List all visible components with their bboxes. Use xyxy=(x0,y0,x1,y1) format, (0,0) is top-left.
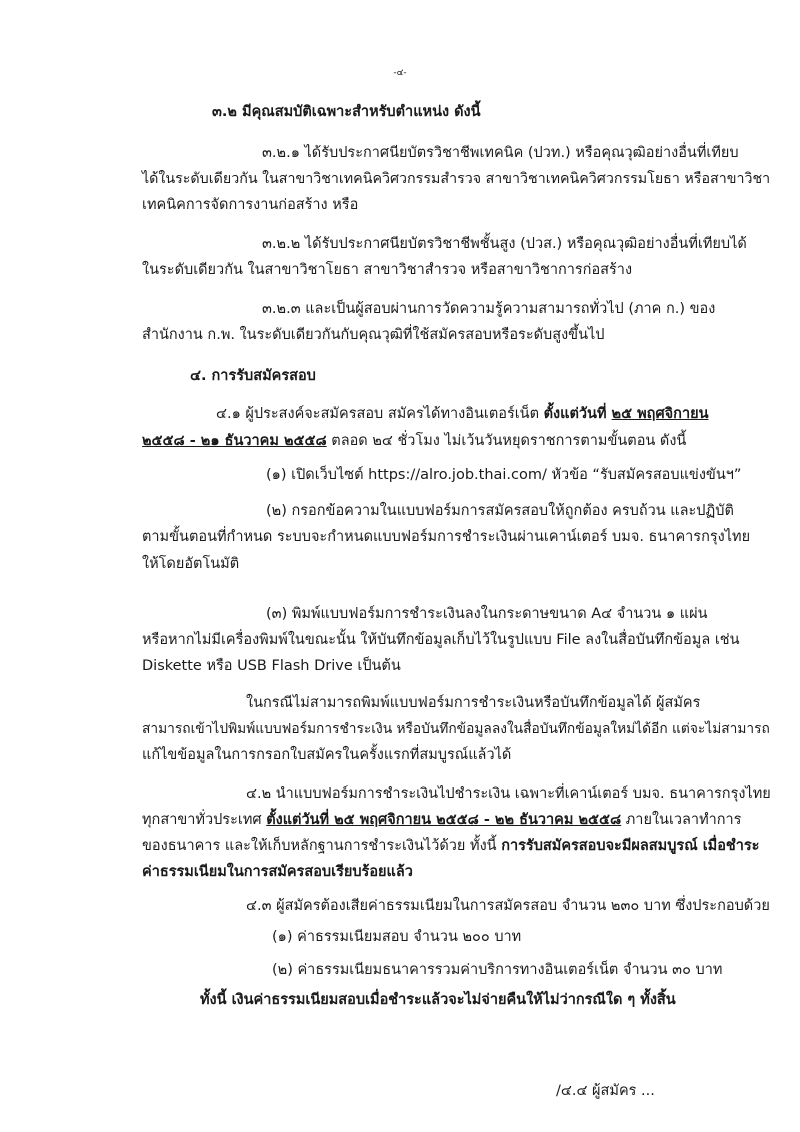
clause-3-2-2-line-1: ๓.๒.๒ ได้รับประกาศนียบัตรวิชาชีพชั้นสูง (ปวส.) หรือคุณวุฒิอย่างอื่นที่เทียบได้ xyxy=(262,236,747,252)
note-line-1: ในกรณีไม่สามารถพิมพ์แบบฟอร์มการชำระเงินหรือบันทึกข้อมูลได้ ผู้สมัคร xyxy=(246,695,701,711)
clause-4-1-line-1 xyxy=(216,403,709,425)
fee-item-1: (๑) ค่าธรรมเนียมสอบ จำนวน ๒๐๐ บาท xyxy=(272,929,522,945)
clause-3-2-1-line-3: เทคนิคการจัดการงานก่อสร้าง หรือ xyxy=(142,197,359,213)
clause-4-3-line-1: ๔.๓ ผู้สมัครต้องเสียค่าธรรมเนียมในการสมัครสอบ จำนวน ๒๓๐ บาท ซึ่งประกอบด้วย xyxy=(246,898,770,914)
note-line-3: แก้ไขข้อมูลในการกรอกใบสมัครในครั้งแรกที่สมบูรณ์แล้วได้ xyxy=(142,747,512,763)
refund-note: ทั้งนี้ เงินค่าธรรมเนียมสอบเมื่อชำระแล้วจะไม่จ่ายคืนให้ไม่ว่ากรณีใด ๆ ทั้งสิ้น xyxy=(200,992,676,1008)
clause-3-2-1-line-2: ได้ในระดับเดียวกัน ในสาขาวิชาเทคนิควิศวกรรมสำรวจ สาขาวิชาเทคนิควิศวกรรมโยธา หรือสาขาวิชา xyxy=(142,171,771,187)
section-4-heading: ๔. การรับสมัครสอบ xyxy=(190,368,316,384)
clause-4-2-hours: ภายในเวลาทำการ xyxy=(621,812,742,828)
clause-3-2-3-line-1: ๓.๒.๓ และเป็นผู้สอบผ่านการวัดความรู้ความสามารถทั่วไป (ภาค ก.) ของ xyxy=(262,301,716,317)
clause-4-2-line-4: ค่าธรรมเนียมในการสมัครสอบเรียบร้อยแล้ว xyxy=(142,864,413,880)
page-number: -๔- xyxy=(393,68,407,78)
clause-4-2-line-2 xyxy=(142,809,741,831)
step-2-line-2: ตามขั้นตอนที่กำหนด ระบบจะกำหนดแบบฟอร์มการชำระเงินผ่านเคาน์เตอร์ บมจ. ธนาคารกรุงไทย xyxy=(142,529,751,545)
note-line-2: สามารถเข้าไปพิมพ์แบบฟอร์มการชำระเงิน หรือบันทึกข้อมูลลงในสื่อบันทึกข้อมูลใหม่ได้อีก แต่จะไม่สามารถ xyxy=(142,721,770,737)
clause-4-2-payment-dates: ตั้งแต่วันที่ ๒๕ พฤศจิกายน ๒๕๕๘ - ๒๒ ธันวาคม ๒๕๕๘ xyxy=(266,812,622,828)
continuation-marker: /๔.๔ ผู้สมัคร ... xyxy=(556,1083,655,1099)
clause-4-2-receipt: ของธนาคาร และให้เก็บหลักฐานการชำระเงินไว้ด้วย ทั้งนี้ xyxy=(142,838,502,854)
clause-4-1-line-2 xyxy=(142,430,686,452)
clause-4-2-line-3 xyxy=(142,835,759,857)
clause-4-1-tail: ตลอด ๒๔ ชั่วโมง ไม่เว้นวันหยุดราชการตามขั้นตอน ดังนี้ xyxy=(326,433,687,449)
clause-4-2-branches: ทุกสาขาทั่วประเทศ xyxy=(142,812,267,828)
step-3-line-1: (๓) พิมพ์แบบฟอร์มการชำระเงินลงในกระดาษขนาด A๔ จำนวน ๑ แผ่น xyxy=(266,606,708,622)
clause-3-2-1-line-1: ๓.๒.๑ ได้รับประกาศนียบัตรวิชาชีพเทคนิค (ปวท.) หรือคุณวุฒิอย่างอื่นที่เทียบ xyxy=(262,145,739,161)
clause-4-1-from: ตั้งแต่วันที่ xyxy=(543,406,612,422)
step-1: (๑) เปิดเว็บไซต์ https://alro.job.thai.com/ หัวข้อ “รับสมัครสอบแข่งขันฯ” xyxy=(266,467,742,483)
step-2-line-1: (๒) กรอกข้อความในแบบฟอร์มการสมัครสอบให้ถูกต้อง ครบถ้วน และปฏิบัติ xyxy=(266,503,734,519)
clause-4-1-start-date: ๒๕ พฤศจิกายน xyxy=(611,406,709,422)
fee-item-2: (๒) ค่าธรรมเนียมธนาคารรวมค่าบริการทางอินเตอร์เน็ต จำนวน ๓๐ บาท xyxy=(272,962,723,978)
clause-3-2-2-line-2: ในระดับเดียวกัน ในสาขาวิชาโยธา สาขาวิชาสำรวจ หรือสาขาวิชาการก่อสร้าง xyxy=(142,262,633,278)
step-3-line-3: Diskette หรือ USB Flash Drive เป็นต้น xyxy=(142,658,401,674)
clause-3-2-3-line-2: สำนักงาน ก.พ. ในระดับเดียวกันกับคุณวุฒิที่ใช้สมัครสอบหรือระดับสูงขึ้นไป xyxy=(142,327,605,343)
step-2-line-3: ให้โดยอัตโนมัติ xyxy=(142,556,240,572)
clause-4-1-end-date: ๒๕๕๘ - ๒๑ ธันวาคม ๒๕๕๘ xyxy=(142,433,327,449)
section-3-2-heading: ๓.๒ มีคุณสมบัติเฉพาะสำหรับตำแหน่ง ดังนี้ xyxy=(212,104,481,120)
clause-4-2-line-1: ๔.๒ นำแบบฟอร์มการชำระเงินไปชำระเงิน เฉพาะที่เคาน์เตอร์ บมจ. ธนาคารกรุงไทย xyxy=(246,786,771,802)
clause-4-1-intro: ๔.๑ ผู้ประสงค์จะสมัครสอบ สมัครได้ทางอินเตอร์เน็ต xyxy=(216,406,544,422)
clause-4-2-complete: การรับสมัครสอบจะมีผลสมบูรณ์ เมื่อชำระ xyxy=(501,838,760,854)
step-3-line-2: หรือหากไม่มีเครื่องพิมพ์ในขณะนั้น ให้บันทึกข้อมูลเก็บไว้ในรูปแบบ File ลงในสื่อบันทึกข้อมูล เช่น xyxy=(142,632,740,648)
